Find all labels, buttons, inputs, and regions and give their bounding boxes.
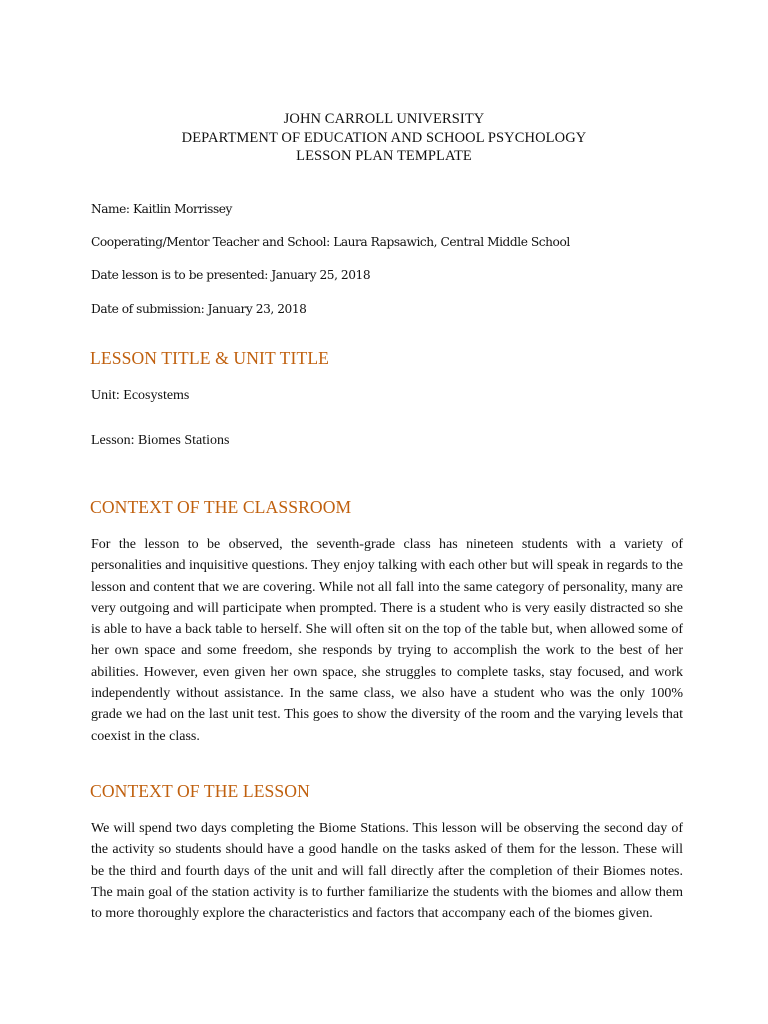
mentor-field: Cooperating/Mentor Teacher and School: Laura Rapsawich, Central Middle School: [91, 235, 570, 249]
name-field: Name: Kaitlin Morrissey: [91, 202, 232, 216]
lesson-title-heading: LESSON TITLE & UNIT TITLE: [90, 348, 330, 368]
lesson-context-paragraph: We will spend two days completing the Biome Stations. This lesson will be observing the second day of the activity so students should have a good handle on the tasks asked of them for the lesson. These will be the third and fourth days of the unit and will fall directly after the completion of their Biomes notes. The main goal of the station activity is to further familiarize the students with the biomes and allow them to more thoroughly explore the characteristics and factors that accompany each of the biomes given.: [91, 821, 683, 922]
template-title: LESSON PLAN TEMPLATE: [296, 148, 472, 164]
date-submission-field: Date of submission: January 23, 2018: [91, 302, 307, 316]
university-name: JOHN CARROLL UNIVERSITY: [283, 111, 485, 127]
date-presented-field: Date lesson is to be presented: January 25, 2018: [91, 268, 371, 282]
classroom-context-heading: CONTEXT OF THE CLASSROOM: [90, 497, 352, 517]
lesson-line: Lesson: Biomes Stations: [91, 433, 230, 448]
classroom-context-paragraph: For the lesson to be observed, the seventh-grade class has nineteen students with a variety of personalities and inquisitive questions. They enjoy talking with each other but will speak in regards to the lesson and content that we are covering. While not all fall into the same category of personality, many are very outgoing and will participate when prompted. There is a student who is very easily distracted so she is able to have a back table to herself. She will often sit on the top of the table but, when allowed some of her own space and some freedom, she responds by trying to accomplish the work to the best of her abilities. However, even given her own space, she struggles to complete tasks, stay focused, and work independently without assistance. In the same class, we also have a student who was the only 100% grade we had on the last unit test. This goes to show the diversity of the room and the varying levels that coexist in the class.: [91, 537, 683, 744]
department-name: DEPARTMENT OF EDUCATION AND SCHOOL PSYCHOLOGY: [181, 129, 587, 146]
document-header: [0, 110, 768, 166]
unit-line: Unit: Ecosystems: [91, 388, 190, 403]
lesson-context-heading: CONTEXT OF THE LESSON: [90, 781, 310, 801]
